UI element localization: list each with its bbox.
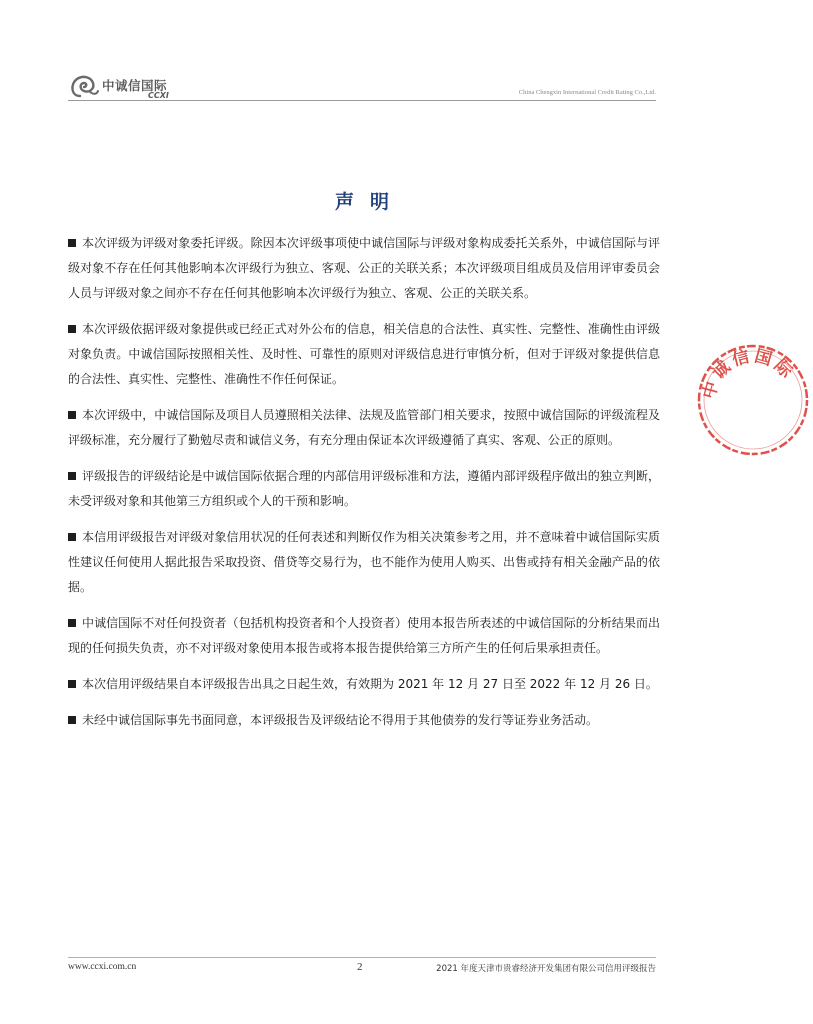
declaration-text: 本次评级为评级对象委托评级。除因本次评级事项使中诚信国际与评级对象构成委托关系外，中诚信国际与评级对象不存在任何其他影响本次评级行为独立、客观、公正的关联关系；本次评级项目组成员及信用评审委员会人员与评级对象之间亦不存在任何其他影响本次评级行为独立、客观、公正的关联关系。 [68,236,660,300]
footer-website: www.ccxi.com.cn [68,962,137,972]
declaration-text: 本次信用评级结果自本评级报告出具之日起生效，有效期为 2021 年 12 月 27 日至 2022 年 12 月 26 日。 [82,677,658,691]
bullet-square-icon [68,411,76,419]
bullet-square-icon [68,619,76,627]
declaration-item [68,317,660,392]
header-company-name: China Chengxin International Credit Rating Co.,Ltd. [518,89,656,96]
ccxi-logo-icon [68,72,100,102]
footer-divider [68,957,656,958]
bullet-square-icon [68,680,76,688]
declaration-item [68,403,660,453]
declaration-text: 本信用评级报告对评级对象信用状况的任何表述和判断仅作为相关决策参考之用，并不意味着中诚信国际实质性建议任何使用人据此报告采取投资、借贷等交易行为，也不能作为使用人购买、出售或持有相关金融产品的依据。 [68,530,660,594]
declaration-item [68,231,660,306]
declaration-text: 本次评级依据评级对象提供或已经正式对外公布的信息，相关信息的合法性、真实性、完整性、准确性由评级对象负责。中诚信国际按照相关性、及时性、可靠性的原则对评级信息进行审慎分析，但对于评级对象提供信息的合法性、真实性、完整性、准确性不作任何保证。 [68,322,660,386]
declaration-item [68,672,660,697]
declaration-item [68,708,660,733]
declaration-item [68,464,660,514]
footer-report-title: 2021 年度天津市贵睿经济开发集团有限公司信用评级报告 [436,964,656,974]
declaration-list [68,231,660,744]
svg-text:中诚信国际 [698,345,798,401]
company-logo [68,72,178,102]
declaration-text: 评级报告的评级结论是中诚信国际依据合理的内部信用评级标准和方法，遵循内部评级程序做出的独立判断，未受评级对象和其他第三方组织或个人的干预和影响。 [68,469,660,508]
bullet-square-icon [68,716,76,724]
bullet-square-icon [68,472,76,480]
page-title: 声明 [334,191,405,213]
bullet-square-icon [68,239,76,247]
header-divider [68,100,656,101]
company-seal-stamp [693,340,813,460]
bullet-square-icon [68,533,76,541]
page-number: 2 [357,961,363,973]
logo-chinese-text: 中诚信国际 [102,78,168,93]
declaration-text: 本次评级中，中诚信国际及项目人员遵照相关法律、法规及监管部门相关要求，按照中诚信国际的评级流程及评级标准，充分履行了勤勉尽责和诚信义务，有充分理由保证本次评级遵循了真实、客观、公正的原则。 [68,408,660,447]
declaration-item [68,525,660,600]
seal-icon [693,340,813,460]
logo-english-text: CCXI [148,91,169,100]
bullet-square-icon [68,325,76,333]
declaration-text: 中诚信国际不对任何投资者（包括机构投资者和个人投资者）使用本报告所表述的中诚信国际的分析结果而出现的任何损失负责，亦不对评级对象使用本报告或将本报告提供给第三方所产生的任何后果承担责任。 [68,616,660,655]
declaration-item [68,611,660,661]
seal-text: 中诚信国际 [699,346,799,402]
declaration-text: 未经中诚信国际事先书面同意，本评级报告及评级结论不得用于其他债券的发行等证券业务活动。 [82,713,599,727]
